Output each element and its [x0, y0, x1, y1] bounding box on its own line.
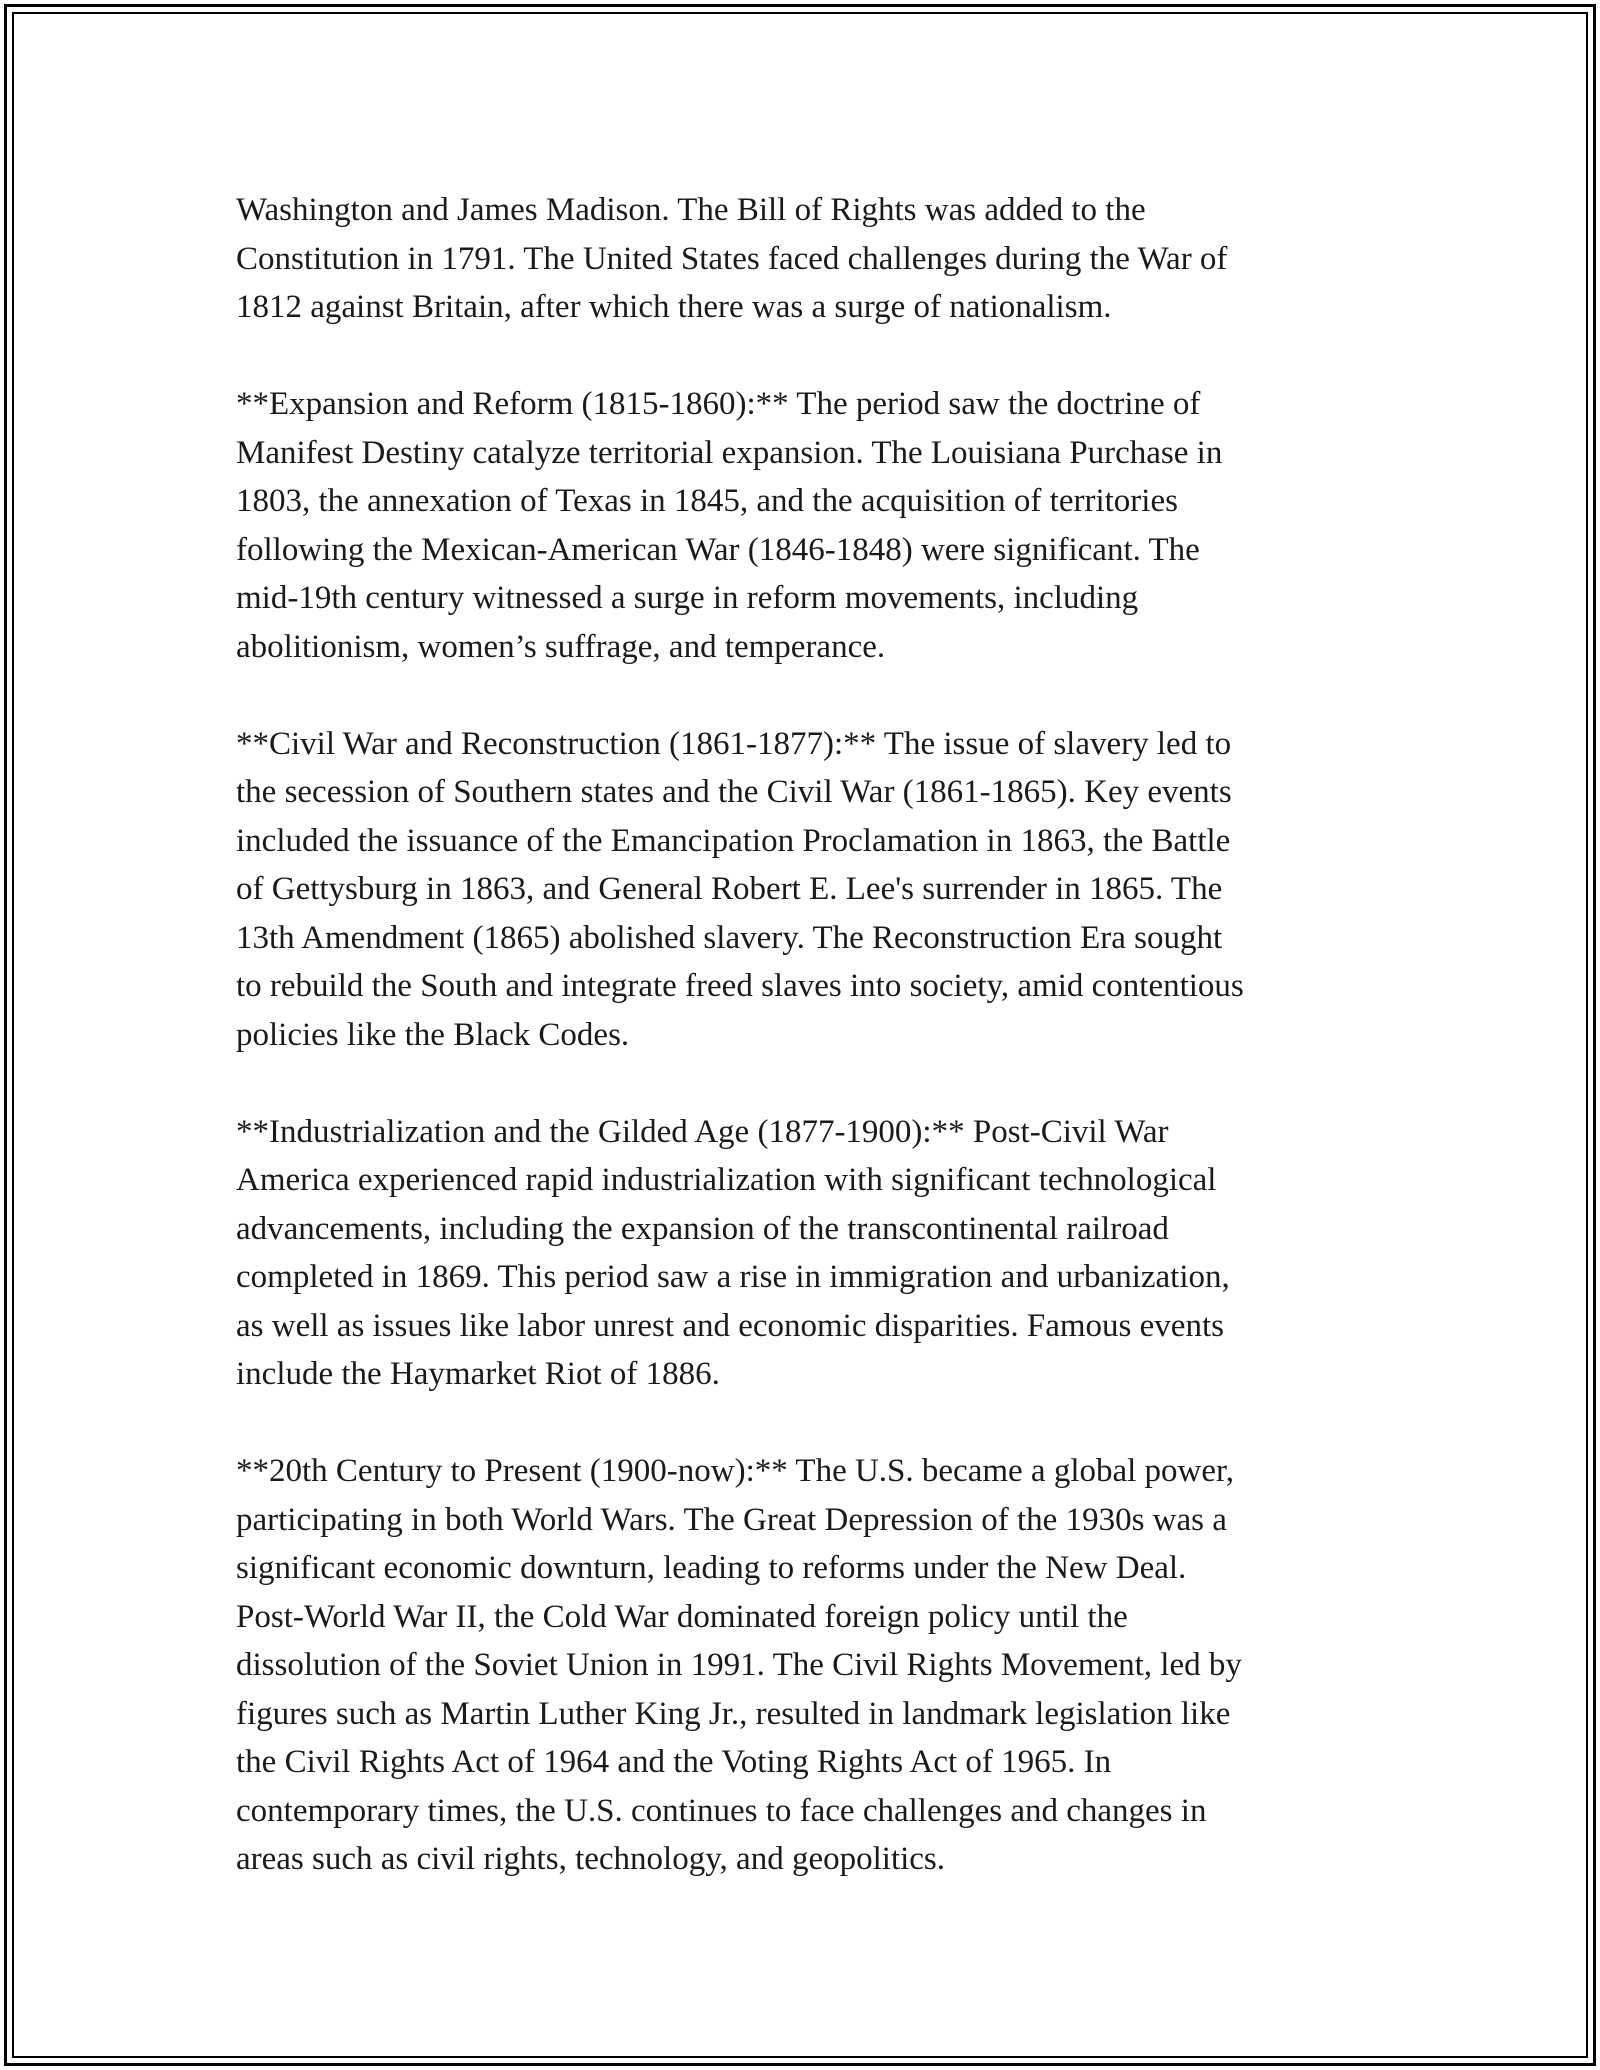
paragraph-gilded-age: **Industrialization and the Gilded Age (1877-1900):** Post-Civil War America experienced rapid industrialization with significant technological advancements, including the expansion of the transcontinental railroad completed in 1869. This period saw a rise in immigration and urbanization, as well as issues like labor unrest and economic disparities. Famous events include the Haymarket Riot of 1886.: [236, 1113, 1230, 1392]
paragraph-20th-century: **20th Century to Present (1900-now):** The U.S. became a global power, participating in both World Wars. The Great Depression of the 1930s was a significant economic downturn, leading to reforms under the New Deal. Post-World War II, the Cold War dominated foreign policy until the dissolution of the Soviet Union in 1991. The Civil Rights Movement, led by figures such as Martin Luther King Jr., resulted in landmark legislation like the Civil Rights Act of 1964 and the Voting Rights Act of 1965. In contemporary times, the U.S. continues to face challenges and changes in areas such as civil rights, technology, and geopolitics.: [236, 1453, 1242, 1877]
paragraph-expansion-reform: **Expansion and Reform (1815-1860):** The period saw the doctrine of Manifest Destiny catalyze territorial expansion. The Louisiana Purchase in 1803, the annexation of Texas in 1845, and the acquisition of territories following the Mexican-American War (1846-1848) were significant. The mid-19th century witnessed a surge in reform movements, including abolitionism, women’s suffrage, and temperance.: [236, 386, 1223, 665]
document-body: [236, 186, 1376, 1932]
paragraph-civil-war-reconstruction: **Civil War and Reconstruction (1861-1877):** The issue of slavery led to the secession of Southern states and the Civil War (1861-1865). Key events included the issuance of the Emancipation Proclamation in 1863, the Battle of Gettysburg in 1863, and General Robert E. Lee's surrender in 1865. The 13th Amendment (1865) abolished slavery. The Reconstruction Era sought to rebuild the South and integrate freed slaves into society, amid contentious policies like the Black Codes.: [236, 725, 1244, 1053]
paragraph-early-republic: Washington and James Madison. The Bill of Rights was added to the Constitution in 1791. The United States faced challenges during the War of 1812 against Britain, after which there was a surge of nationalism.: [236, 192, 1228, 325]
